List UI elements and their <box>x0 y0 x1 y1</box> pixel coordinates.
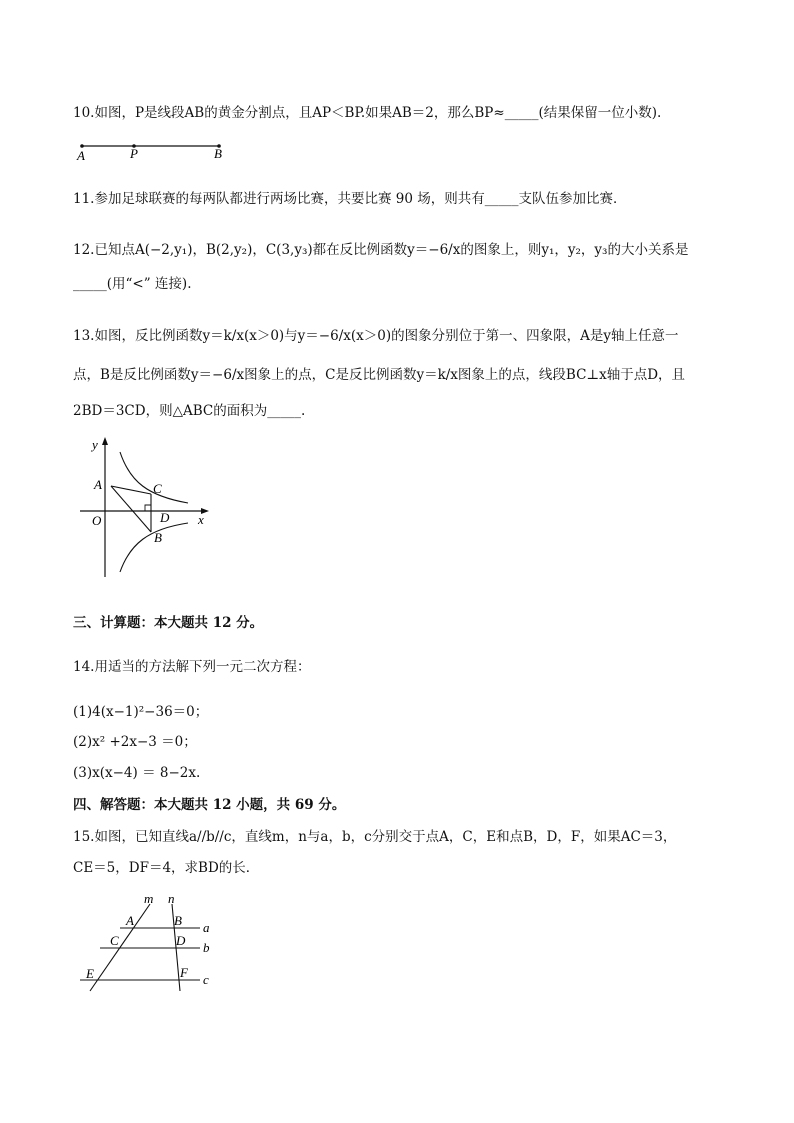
q14-eq3: (3)x(x−4) ＝ 8−2x. <box>73 765 201 781</box>
q13-line2: 点，B是反比例函数y＝−6/x图象上的点，C是反比例函数y＝k/x图象上的点，线段BC⊥x轴于点D，且 <box>73 367 686 383</box>
label-e-point: E <box>86 966 94 981</box>
label-a: A <box>77 148 85 163</box>
q13-hyperbola-figure <box>78 432 218 582</box>
label-c-point: C <box>110 933 119 948</box>
label-d-point: D <box>176 933 186 948</box>
label-a: A <box>94 477 102 492</box>
q12-line1: 12.已知点A(−2,y₁)，B(2,y₂)，C(3,y₃)都在反比例函数y＝−6/x的图象上，则y₁，y₂，y₃的大小关系是 <box>73 242 689 258</box>
label-line-b: b <box>203 940 210 955</box>
label-x-axis: x <box>198 512 204 527</box>
q14-eq1: (1)4(x−1)²−36＝0； <box>73 704 209 720</box>
q13-line3: 2BD＝3CD，则△ABC的面积为_____. <box>73 403 306 419</box>
label-line-a: a <box>203 920 210 935</box>
q12-line2: _____(用“<” 连接). <box>73 276 192 292</box>
q10-segment-figure <box>72 138 232 164</box>
label-line-c: c <box>203 972 209 987</box>
q14-intro: 14.用适当的方法解下列一元二次方程： <box>73 659 311 675</box>
label-d: D <box>160 510 170 525</box>
label-p: P <box>130 146 138 161</box>
q13-line1: 13.如图，反比例函数y＝k/x(x＞0)与y＝−6/x(x＞0)的图象分别位于第一、四象限，A是y轴上任意一 <box>73 328 679 344</box>
label-a-point: A <box>126 913 134 928</box>
label-c: C <box>153 481 162 496</box>
label-b: B <box>214 146 222 161</box>
label-origin: O <box>92 513 102 528</box>
q14-eq2: (2)x² +2x−3 ＝0； <box>73 734 197 750</box>
q15-line1: 15.如图，已知直线a//b//c，直线m，n与a，b，c分别交于点A，C，E和点B，D，F，如果AC＝3， <box>73 829 677 845</box>
label-b: B <box>154 530 162 545</box>
label-n: n <box>168 892 175 906</box>
q11-text: 11.参加足球联赛的每两队都进行两场比赛，共要比赛 90 场，则共有_____支队伍参加比赛． <box>73 191 627 207</box>
label-m: m <box>144 892 154 906</box>
q10-text: 10.如图，P是线段AB的黄金分割点，且AP＜BP.如果AB＝2，那么BP≈_____(结果保留一位小数). <box>73 105 662 121</box>
section3-title: 三、计算题：本大题共 12 分。 <box>73 615 264 631</box>
q15-line2: CE＝5，DF＝4，求BD的长． <box>73 860 260 876</box>
label-b-point: B <box>174 913 182 928</box>
section4-title: 四、解答题：本大题共 12 小题，共 69 分。 <box>73 797 346 813</box>
label-f-point: F <box>180 965 188 980</box>
label-y-axis: y <box>92 437 98 452</box>
q15-parallel-lines-figure <box>76 892 226 997</box>
